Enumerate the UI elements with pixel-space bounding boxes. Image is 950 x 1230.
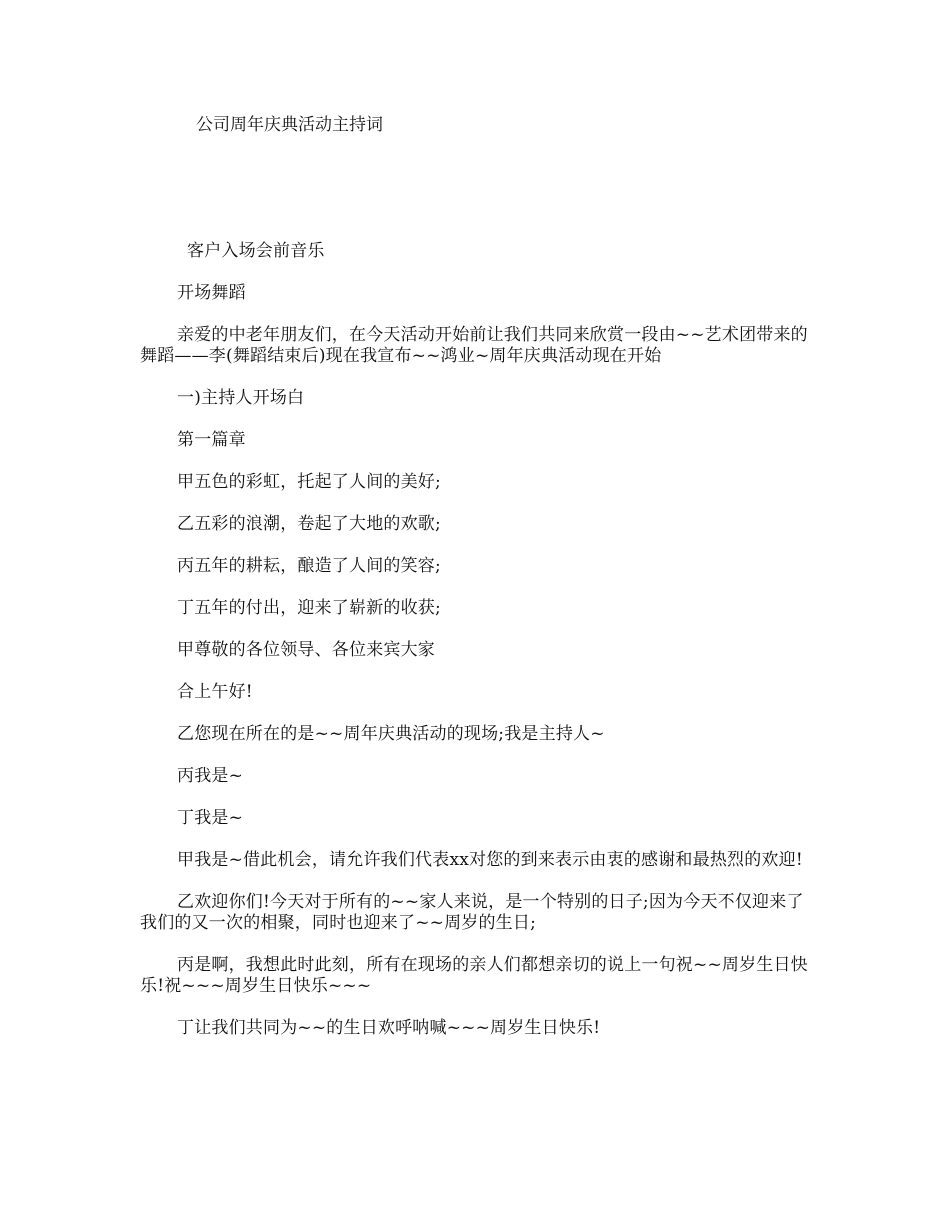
paragraph-line-ding-2: 丁我是~ [177,808,244,828]
paragraph-host-opening: 一)主持人开场白 [177,388,305,408]
paragraph-line-bing-3: 丙是啊，我想此时此刻，所有在现场的亲人们都想亲切的说上一句祝~~周岁生日快乐!祝~~~周岁生日快乐~~~ [140,955,808,996]
paragraph-chapter-one: 第一篇章 [177,430,246,450]
paragraph-line-jia-3: 甲我是~借此机会，请允许我们代表xx对您的到来表示由衷的感谢和最热烈的欢迎! [177,850,803,870]
paragraph-line-yi-1: 乙五彩的浪潮，卷起了大地的欢歌; [177,514,441,534]
paragraph-line-bing-1: 丙五年的耕耘，酿造了人间的笑容; [177,556,441,576]
document-body [140,241,820,1060]
paragraph-line-jia-1: 甲五色的彩虹，托起了人间的美好; [177,472,441,492]
paragraph-line-yi-2: 乙您现在所在的是~~周年庆典活动的现场;我是主持人~ [177,724,605,744]
paragraph-line-ding-1: 丁五年的付出，迎来了崭新的收获; [177,598,441,618]
paragraph-line-he: 合上午好! [177,682,253,702]
document-title: 公司周年庆典活动主持词 [196,115,383,135]
paragraph-line-yi-3: 乙欢迎你们!今天对于所有的~~家人来说，是一个特别的日子;因为今天不仅迎来了我们的又一次的相聚，同时也迎来了~~周岁的生日; [140,892,804,933]
paragraph-line-bing-2: 丙我是~ [177,766,244,786]
paragraph-guest-entry-music: 客户入场会前音乐 [187,241,325,261]
paragraph-opening-dance: 开场舞蹈 [177,283,246,303]
paragraph-dance-intro: 亲爱的中老年朋友们，在今天活动开始前让我们共同来欣赏一段由~~艺术团带来的舞蹈——李(舞蹈结束后)现在我宣布~~鸿业~周年庆典活动现在开始 [140,325,808,366]
paragraph-line-jia-2: 甲尊敬的各位领导、各位来宾大家 [177,640,435,660]
paragraph-line-ding-3: 丁让我们共同为~~的生日欢呼呐喊~~~周岁生日快乐! [177,1018,601,1038]
